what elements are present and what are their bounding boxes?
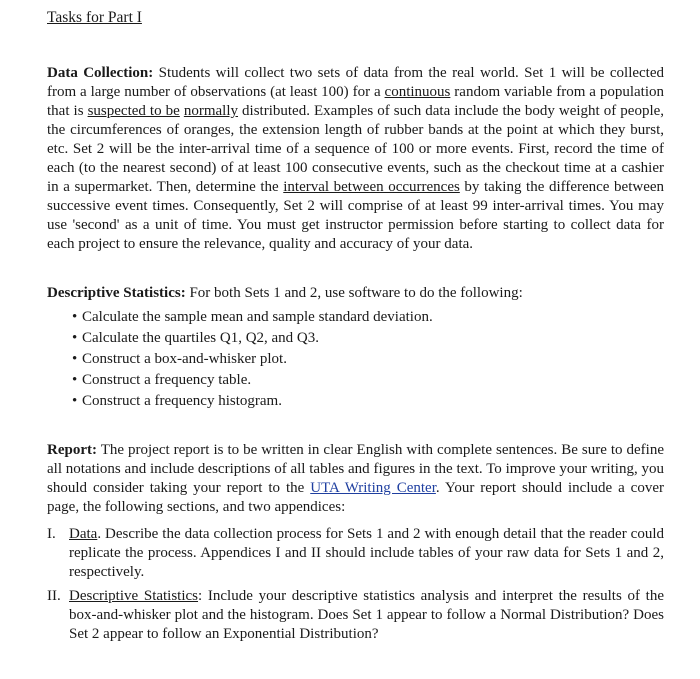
report-text-1: The project report is to be written in clear English with complete sentences. Be sure to define all notations and include descriptions of all tables and figures in the text. To improve your writing, you should consider taking your report to the bbox=[47, 442, 664, 496]
descriptive-statistics-title: Descriptive Statistics: bbox=[47, 285, 186, 301]
data-collection-text-4: distributed. Examples of such data include the body weight of people, the circumferences of oranges, the extension length of rubber bands at the point at which they burst, etc. Set 2 will be the inter-arrival time of a sequence of 100 or more events. First, record the time of each (to the nearest second) of at least 100 consecutive events, such as the checkout time at a cashier in a supermarket. Then, determine the bbox=[47, 103, 665, 195]
underlined-interval-between-occurrences: interval between occurrences bbox=[283, 179, 460, 195]
task-bullet-item: • Construct a frequency histogram. bbox=[72, 392, 664, 411]
data-collection-text-1: Students will collect two sets of data from the real world. Set 1 will be collected from a large number of observations (at least 100) for a bbox=[47, 65, 665, 100]
report-sections-list bbox=[47, 525, 664, 644]
data-collection-text-5: by taking the difference between successive event times. Consequently, Set 2 will comprise of at least 99 inter-arrival times. You may use 'second' as a unit of time. You must get instructor permission before starting to collect data for each project to ensure the relevance, quality and accuracy of your data. bbox=[47, 179, 665, 252]
report-title: Report: bbox=[47, 442, 97, 458]
section-number: I. bbox=[47, 526, 56, 542]
uta-writing-center-link[interactable]: UTA Writing Center bbox=[310, 480, 436, 496]
data-collection-text-2: random variable from a population that is bbox=[47, 84, 665, 119]
report-section-item bbox=[47, 525, 664, 582]
underlined-continuous: continuous bbox=[384, 84, 451, 100]
document-page bbox=[47, 8, 664, 649]
task-bullet-list bbox=[47, 308, 664, 411]
underlined-normally: normally bbox=[183, 103, 239, 119]
descriptive-statistics-intro-text: For both Sets 1 and 2, use software to do the following: bbox=[185, 285, 523, 301]
report-text-2: . Your report should include a cover page, the following sections, and two appendices: bbox=[47, 480, 664, 515]
section-text: : Include your descriptive statistics analysis and interpret the results of the box-and-whisker plot and the histogram. Does Set 1 appear to follow a Normal Distribution? Does Set 2 appear to follow an Exponential Distribution? bbox=[69, 588, 665, 642]
report-paragraph bbox=[47, 441, 664, 517]
report-section-item bbox=[47, 587, 664, 644]
section-number: II. bbox=[47, 588, 61, 604]
task-bullet-item: • Calculate the quartiles Q1, Q2, and Q3. bbox=[72, 329, 664, 348]
page-heading: Tasks for Part I bbox=[47, 9, 142, 26]
section-label-descriptive-statistics: Descriptive Statistics bbox=[69, 588, 199, 604]
descriptive-statistics-intro bbox=[47, 284, 664, 303]
data-collection-title: Data Collection: bbox=[47, 65, 154, 81]
section-label-data: Data bbox=[69, 526, 98, 542]
task-bullet-item: • Construct a box-and-whisker plot. bbox=[72, 350, 664, 369]
descriptive-statistics-section bbox=[47, 284, 664, 411]
data-collection-paragraph bbox=[47, 64, 664, 254]
section-text: . Describe the data collection process for Sets 1 and 2 with enough detail that the reader could replicate the process. Appendices I and II should include tables of your raw data for Sets 1 and 2, respectively. bbox=[69, 526, 664, 580]
task-bullet-item: • Calculate the sample mean and sample standard deviation. bbox=[72, 308, 664, 327]
underlined-suspected-to-be: suspected to be bbox=[87, 103, 180, 119]
task-bullet-item: • Construct a frequency table. bbox=[72, 371, 664, 390]
